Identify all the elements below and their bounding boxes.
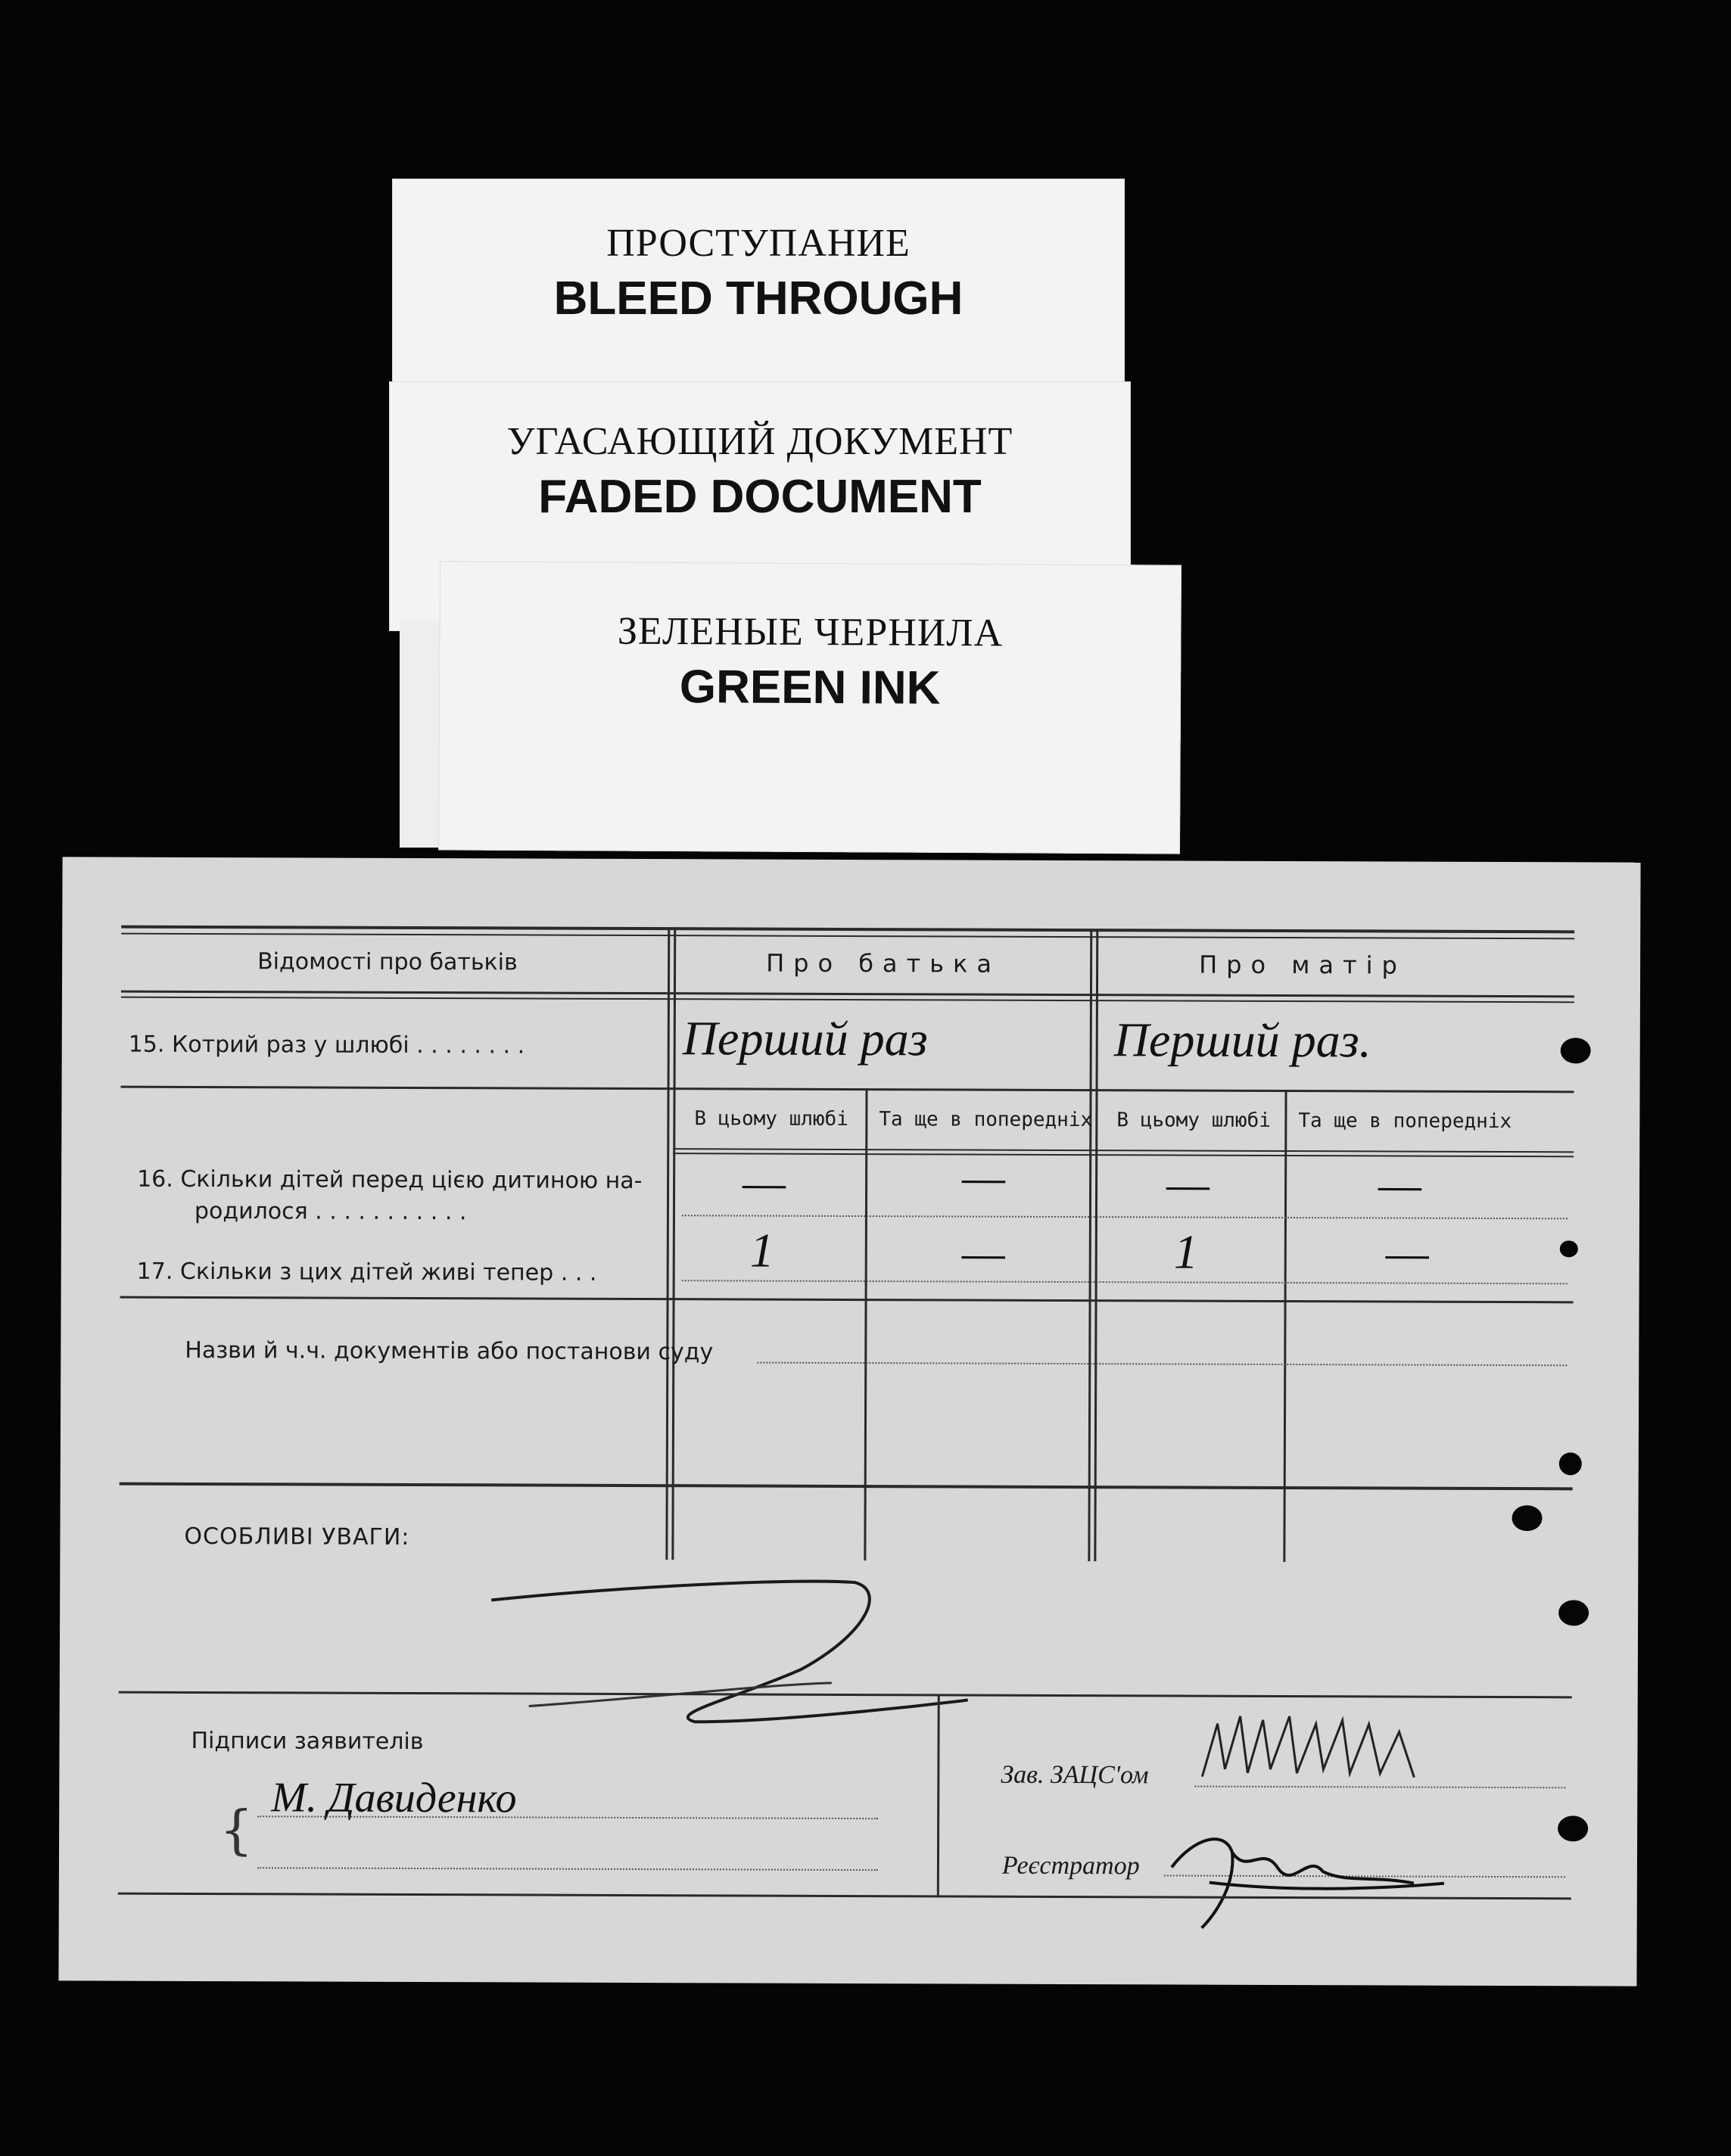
row17-father-this: 1 xyxy=(749,1223,774,1277)
green-ink-label-card xyxy=(438,561,1182,854)
registrar-label: Реєстратор xyxy=(1001,1851,1140,1881)
top-rule-thin xyxy=(121,933,1574,940)
top-rule xyxy=(121,926,1574,934)
punch-hole xyxy=(1512,1505,1543,1531)
registration-form-sheet xyxy=(58,857,1640,1986)
documents-label: Назви й ч.ч. документів або постанови суду xyxy=(185,1336,714,1366)
row17-rule xyxy=(120,1296,1574,1304)
green-ink-ru: ЗЕЛЕНЫЕ ЧЕРНИЛА xyxy=(617,609,1004,655)
documents-dotted-line xyxy=(757,1362,1567,1367)
green-ink-en: GREEN INK xyxy=(679,661,941,714)
col-line-1b-lower xyxy=(671,1000,676,1560)
mother-previous-header: Та ще в попередніх xyxy=(1298,1109,1512,1134)
special-notes-label: ОСОБЛИВІ УВАГИ: xyxy=(184,1523,410,1551)
father-this-marriage-header: В цьому шлюбі xyxy=(694,1107,848,1131)
row15-mother-value: Перший раз. xyxy=(1113,1013,1371,1068)
row16-label-line2: родилося . . . . . . . . . . . xyxy=(194,1197,467,1226)
punch-hole xyxy=(1561,1038,1591,1063)
col-line-1 xyxy=(668,929,670,1004)
bleed-through-label-card xyxy=(392,179,1125,383)
father-previous-header: Та ще в попередніх xyxy=(879,1108,1093,1132)
special-notes-cross-out-stroke xyxy=(483,1494,1029,1753)
head-signature-stroke xyxy=(1194,1701,1444,1793)
punch-hole xyxy=(1558,1600,1589,1626)
row17-mother-this: 1 xyxy=(1173,1224,1198,1279)
applicants-brace: { xyxy=(219,1799,254,1862)
subheader-rule-thin xyxy=(673,1153,1574,1157)
row17-mother-previous: — xyxy=(1385,1225,1429,1280)
row16-father-this: — xyxy=(742,1155,786,1209)
faded-document-ru: УГАСАЮЩИЙ ДОКУМЕНТ xyxy=(506,420,1013,463)
applicant-line-2 xyxy=(257,1867,878,1871)
signatures-divider xyxy=(937,1695,940,1895)
col-line-mother-split xyxy=(1283,1090,1287,1562)
row16-mother-this: — xyxy=(1166,1156,1210,1211)
header-about-father: Про батька xyxy=(766,948,1001,978)
punch-hole xyxy=(1559,1452,1582,1475)
punch-hole xyxy=(1558,1815,1588,1841)
punch-hole xyxy=(1560,1240,1578,1257)
head-of-registry-label: Зав. ЗАЦС'ом xyxy=(1001,1760,1149,1790)
header-about-mother: Про матір xyxy=(1199,950,1406,980)
row16-father-previous: — xyxy=(962,1150,1006,1204)
registrar-signature-stroke xyxy=(1164,1806,1452,1936)
applicants-label: Підписи заявителів xyxy=(191,1727,424,1756)
notes-top-rule xyxy=(120,1482,1573,1491)
mother-this-marriage-header: В цьому шлюбі xyxy=(1116,1109,1271,1132)
row17-dotted-line xyxy=(682,1280,1568,1284)
row17-father-previous: — xyxy=(961,1225,1005,1280)
row16-label-line1: 16. Скільки дітей перед цією дитиною на- xyxy=(137,1165,643,1195)
row15-rule xyxy=(121,1086,1574,1094)
col-line-1b xyxy=(674,929,676,1004)
subheader-rule xyxy=(673,1148,1574,1153)
row16-mother-previous: — xyxy=(1378,1157,1422,1212)
col-line-father-split xyxy=(864,1088,867,1560)
bleed-through-en: BLEED THROUGH xyxy=(553,272,964,325)
row17-label: 17. Скільки з цих дітей живі тепер . . . xyxy=(136,1258,597,1286)
header-parents-info: Відомості про батьків xyxy=(257,948,518,976)
bleed-through-ru: ПРОСТУПАНИЕ xyxy=(606,222,911,265)
row15-father-value: Перший раз xyxy=(682,1011,928,1066)
faded-document-en: FADED DOCUMENT xyxy=(538,471,982,523)
col-line-1-lower xyxy=(665,1000,670,1560)
col-line-2 xyxy=(1090,930,1092,1006)
header-rule-thin xyxy=(121,997,1574,1003)
row16-dotted-line xyxy=(682,1215,1568,1219)
row15-label: 15. Котрий раз у шлюбі . . . . . . . . xyxy=(128,1031,525,1059)
col-line-2b xyxy=(1096,930,1098,1006)
applicant-signature: М. Давиденко xyxy=(271,1774,517,1822)
